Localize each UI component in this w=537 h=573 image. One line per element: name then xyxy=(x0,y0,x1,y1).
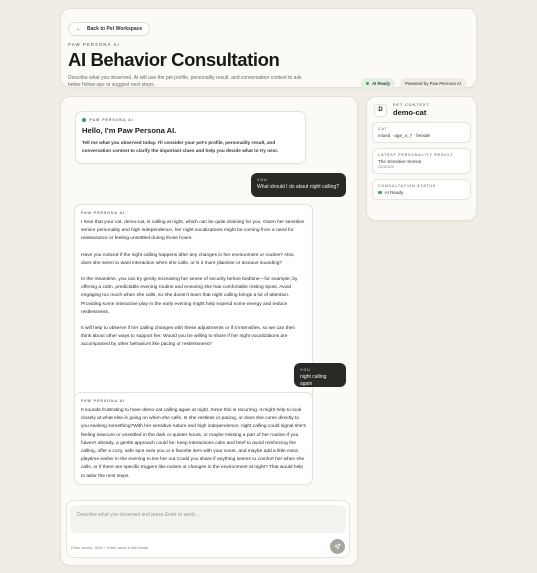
welcome-heading: Hello, I'm Paw Persona AI. xyxy=(82,126,177,135)
ai-paragraph: It will help to observe if her calling changes with these adjustments or if it intensifies, so we can then think about other ways to support her. Would you be willing to share if her night vocalizations are accompanied by other behaviors like pacing or restlessness? xyxy=(81,326,296,348)
ai-label: PAW PERSONA AI xyxy=(81,399,125,403)
ai-ready-label: AI Ready xyxy=(372,81,391,86)
user-message xyxy=(251,173,346,197)
personality-card xyxy=(372,148,471,174)
pet-context-eyebrow: PET CONTEXT xyxy=(393,103,430,107)
you-label: YOU xyxy=(257,178,268,182)
chat-panel[interactable] xyxy=(60,96,358,566)
ai-paragraph: Have you noticed if the night calling happens after any changes in her environment or routine? Also, does she seem to want interaction when she calls, or is it more plaintive or anxious sounding? xyxy=(81,252,295,266)
personality-label: LATEST PERSONALITY RESULT xyxy=(378,153,454,157)
ai-ready-badge xyxy=(361,78,395,89)
ai-label: PAW PERSONA AI xyxy=(81,211,125,215)
status-row xyxy=(378,190,465,195)
pet-context-panel xyxy=(366,96,477,221)
status-value: AI Ready xyxy=(384,190,404,195)
ai-message xyxy=(74,392,313,485)
ai-message-text xyxy=(81,219,306,350)
welcome-label-row xyxy=(82,118,299,122)
personality-date: 2026/3/20 xyxy=(378,165,394,169)
you-label: YOU xyxy=(300,368,311,372)
ai-paragraph: In the meantime, you can try gently increasing her sense of security before bedtime—for example, by offering a calm, predictable evening routine and ensuring she has comfortable resting spots. Avoid engaging too much when she calls, so she doesn't learn that night calling brings a lot of attention. Providing some interactive play in the early evening might help expend some energy and reduce restlessness. xyxy=(81,277,298,315)
pet-header xyxy=(374,103,471,117)
powered-by-label: Powered by Paw Persona AI xyxy=(405,81,461,86)
back-to-workspace-button[interactable] xyxy=(68,22,150,36)
page-eyebrow: PAW PERSONA AI xyxy=(68,42,120,47)
user-message-text: What should I do about night calling? xyxy=(257,184,339,190)
send-icon xyxy=(334,543,341,550)
page-title: AI Behavior Consultation xyxy=(68,49,280,70)
species-value: mixed · age_4_7 · female xyxy=(378,133,431,138)
pet-avatar: D xyxy=(374,104,387,117)
pet-species-card xyxy=(372,122,471,143)
species-label: CAT xyxy=(378,127,388,131)
welcome-message xyxy=(75,111,306,164)
message-composer xyxy=(66,500,350,558)
header-badges xyxy=(361,78,466,89)
user-message-text: night calling again xyxy=(300,374,327,387)
powered-by-badge xyxy=(400,78,466,89)
user-message xyxy=(294,363,346,387)
status-label: CONSULTATION STATUS xyxy=(378,184,436,188)
page-subtitle: Describe what you observed. AI will use the pet profile, personality result, and conversation context to ask better follow-ups or suggest next steps. xyxy=(68,75,302,89)
message-input[interactable] xyxy=(70,505,346,533)
personality-value: The Sensitive Sensor xyxy=(378,159,422,164)
ai-label: PAW PERSONA AI xyxy=(89,118,134,122)
composer-hint: Enter sends, Shift + Enter adds a line break. xyxy=(71,545,150,550)
status-dot-icon xyxy=(378,191,382,195)
ai-paragraph: It sounds frustrating to have demo-cat calling again at night. Since this is recurring, it might help to look closely at what else is going on when she calls. Is she restless or pacing, or does she come directly to you seeking something?With her sensitive nature and high independence, night calling could signal she's feeling insecure or unsettled in the dark or quieter hours, or maybe missing a part of her routine.If you haven't already, a gentle approach could be: keep interactions calm and brief to avoid reinforcing the calling, offer a cozy, safe spot near you or a favorite item with your scent, and maybe add a little extra playtime earlier in the evening to tire her out.Could you share if anything seems to comfort her when she calls, or if there are specific triggers like noises or changes in the environment at night? That would help to tailor the next steps. xyxy=(81,408,306,479)
consultation-status-card xyxy=(372,179,471,200)
status-dot-icon xyxy=(366,82,370,86)
ai-message-text xyxy=(81,407,306,481)
page-header xyxy=(60,8,477,88)
status-dot-icon xyxy=(82,118,86,122)
ai-paragraph: I hear that your cat, demo-cat, is calling at night, which can be quite draining for you. Given her sensitive sensor personality and high independence, her night vocalizations might be coming from a need for reassurance or feeling unsettled during those hours. xyxy=(81,220,305,242)
send-button[interactable] xyxy=(330,539,345,554)
pet-name: demo-cat xyxy=(393,108,427,117)
back-button-label: Back to Pet Workspace xyxy=(87,26,143,32)
welcome-text: Tell me what you observed today. I'll consider your pet's profile, personality result, and conversation context to clarify the important clues and help you decide what to try next. xyxy=(82,140,279,154)
arrow-left-icon: ← xyxy=(76,26,82,32)
